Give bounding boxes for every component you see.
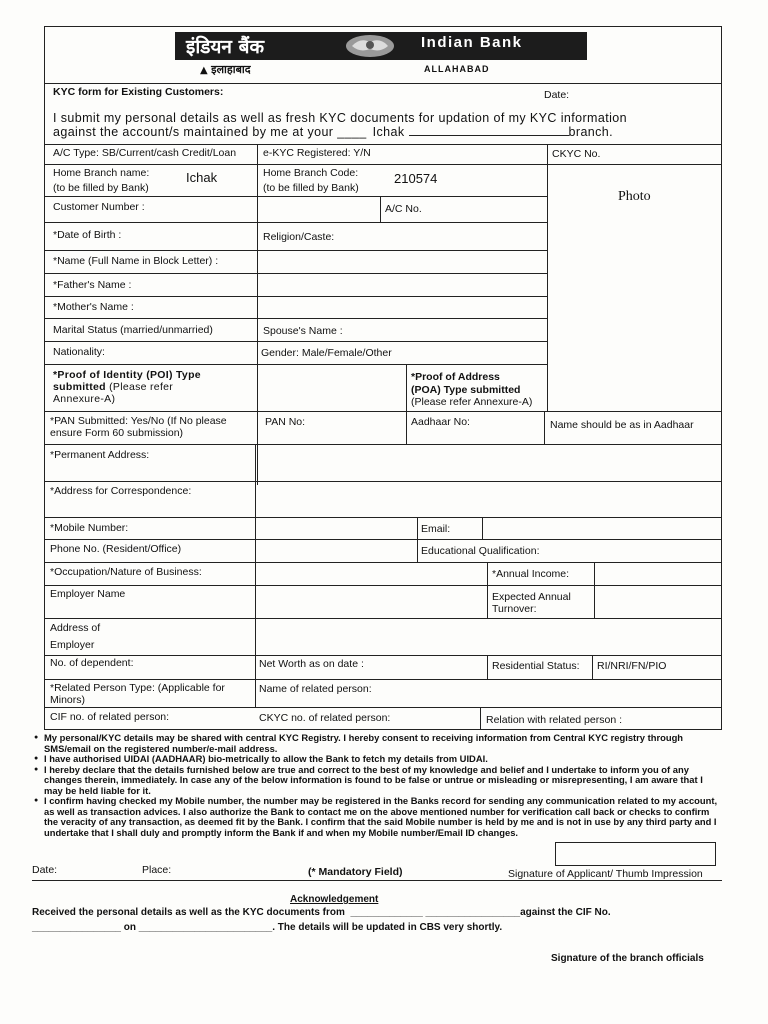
- intro-line-1: I submit my personal details as well as fresh KYC documents for updation of my KYC information: [53, 111, 627, 125]
- expected-turnover-label-line1: Expected Annual: [492, 591, 571, 603]
- pan-submitted-label-line1: *PAN Submitted: Yes/No (If No please: [50, 415, 227, 427]
- poa-label-line2: (POA) Type submitted: [411, 384, 521, 396]
- cif-related-label: CIF no. of related person:: [50, 711, 170, 723]
- residential-status-label: Residential Status:: [492, 660, 580, 672]
- allahabad-hindi: ▲ इलाहाबाद: [200, 63, 251, 76]
- annual-income-label: *Annual Income:: [492, 568, 570, 580]
- pan-submitted-label-line2: ensure Form 60 submission): [50, 427, 184, 439]
- mandatory-note: (* Mandatory Field): [308, 866, 403, 878]
- mobile-number-label: *Mobile Number:: [50, 522, 129, 534]
- employer-address-label-line1: Address of: [50, 622, 101, 634]
- ack-line2: ________________ on ________________________. The details will be updated in CBS very shortly.: [32, 922, 503, 933]
- declaration-item: ● I have authorised UIDAI (AADHAAR) bio-metrically to allow the Bank to fetch my details from UIDAI.: [34, 754, 724, 765]
- bank-name-english: Indian Bank: [421, 34, 523, 51]
- religion-label: Religion/Caste:: [263, 231, 335, 243]
- ckyc-related-label: CKYC no. of related person:: [259, 712, 391, 724]
- phone-label: Phone No. (Resident/Office): [50, 543, 182, 555]
- declarations-list: [34, 733, 724, 838]
- home-branch-code-note: (to be filled by Bank): [263, 182, 359, 194]
- aadhaar-name-note: Name should be as in Aadhaar: [550, 419, 694, 431]
- employer-name-label: Employer Name: [50, 588, 126, 600]
- declaration-item: ● I hereby declare that the details furnished below are true and correct to the best of my knowledge and belief and I undertake to inform you of any changes therein, immediately. In case any of the below information is found to be false or untrue or misleading or misrepresenting, I am aware that I may be held liable for it.: [34, 765, 724, 797]
- poi-label-line2: submitted (Please refer: [53, 381, 174, 393]
- intro-line-2: against the account/s maintained by me at your ____ Ichak branch.: [53, 125, 614, 139]
- occupation-label: *Occupation/Nature of Business:: [50, 566, 202, 578]
- related-person-name-label: Name of related person:: [259, 683, 372, 695]
- home-branch-name-note: (to be filled by Bank): [53, 182, 149, 194]
- ekyc-label: e-KYC Registered: Y/N: [263, 147, 371, 159]
- aadhaar-no-label: Aadhaar No:: [411, 416, 470, 428]
- gender-label: Gender: Male/Female/Other: [261, 347, 392, 359]
- poa-label-line1: *Proof of Address: [411, 371, 500, 383]
- full-name-label: *Name (Full Name in Block Letter) :: [53, 255, 219, 267]
- related-person-type-label-line2: Minors): [50, 694, 86, 706]
- ac-type-label: A/C Type: SB/Current/cash Credit/Loan: [53, 147, 237, 159]
- form-title: KYC form for Existing Customers:: [53, 86, 224, 98]
- bank-name-hindi: इंडियन बैंक: [186, 36, 265, 58]
- residential-status-options: RI/NRI/FN/PIO: [597, 660, 667, 672]
- father-name-label: *Father's Name :: [53, 279, 132, 291]
- expected-turnover-label-line2: Turnover:: [492, 603, 537, 615]
- photo-box-label: Photo: [618, 189, 651, 204]
- ckyc-no-label: CKYC No.: [552, 148, 601, 160]
- relation-label: Relation with related person :: [486, 714, 622, 726]
- poa-label-line3: (Please refer Annexure-A): [411, 396, 533, 408]
- marital-status-label: Marital Status (married/unmarried): [53, 324, 213, 336]
- acknowledgement-title: Acknowledgement: [290, 894, 379, 905]
- footer-place-label: Place:: [142, 864, 172, 876]
- footer-date-label: Date:: [32, 864, 58, 876]
- pan-no-label: PAN No:: [265, 416, 306, 428]
- date-label: Date:: [544, 89, 570, 101]
- correspondence-address-label: *Address for Correspondence:: [50, 485, 192, 497]
- poi-label-line1: *Proof of Identity (POI) Type: [53, 369, 201, 381]
- home-branch-code-label: Home Branch Code:: [263, 167, 359, 179]
- ack-line1: Received the personal details as well as the KYC documents from _____________ _________________against the CIF No.: [32, 907, 611, 918]
- mother-name-label: *Mother's Name :: [53, 301, 134, 313]
- permanent-address-label: *Permanent Address:: [50, 449, 150, 461]
- home-branch-code-value: 210574: [394, 171, 438, 186]
- related-person-type-label-line1: *Related Person Type: (Applicable for: [50, 682, 225, 694]
- branch-value: Ichak: [372, 125, 405, 139]
- signature-box[interactable]: [555, 842, 716, 866]
- employer-address-label-line2: Employer: [50, 639, 95, 651]
- allahabad-english: ALLAHABAD: [424, 64, 490, 74]
- allahabad-logo-icon: ▲: [200, 65, 212, 76]
- home-branch-name-value: Ichak: [186, 170, 218, 185]
- branch-officials-signature-label: Signature of the branch officials: [551, 953, 704, 964]
- declaration-item: ● I confirm having checked my Mobile number, the number may be registered in the Banks record for sending any communication related to my account, as well as transaction advices. I also authorize the Bank to contact me on the above mentioned number for verification call back or checks to confirm the veracity of any transaction, as deemed fit by the Bank. I confirm that the said Mobile number is held by me and is not in use by any third party and I undertake that I shall duly and promptly inform the Bank if and when my Mobile number/Email ID changes.: [34, 796, 724, 838]
- nationality-label: Nationality:: [53, 346, 105, 358]
- net-worth-label: Net Worth as on date :: [259, 658, 364, 670]
- dob-label: *Date of Birth :: [53, 229, 122, 241]
- ac-no-label: A/C No.: [385, 203, 422, 215]
- dependents-label: No. of dependent:: [50, 657, 134, 669]
- declaration-item: ● My personal/KYC details may be shared with central KYC Registry. I hereby consent to receiving information from Central KYC registry through SMS/email on the registered number/e-mail address.: [34, 733, 724, 754]
- home-branch-name-label: Home Branch name:: [53, 167, 150, 179]
- spouse-name-label: Spouse's Name :: [263, 325, 343, 337]
- education-label: Educational Qualification:: [421, 545, 540, 557]
- poi-label-line3: Annexure-A): [53, 393, 116, 405]
- customer-number-label: Customer Number :: [53, 201, 145, 213]
- applicant-signature-label: Signature of Applicant/ Thumb Impression: [508, 868, 703, 880]
- email-label: Email:: [421, 523, 451, 535]
